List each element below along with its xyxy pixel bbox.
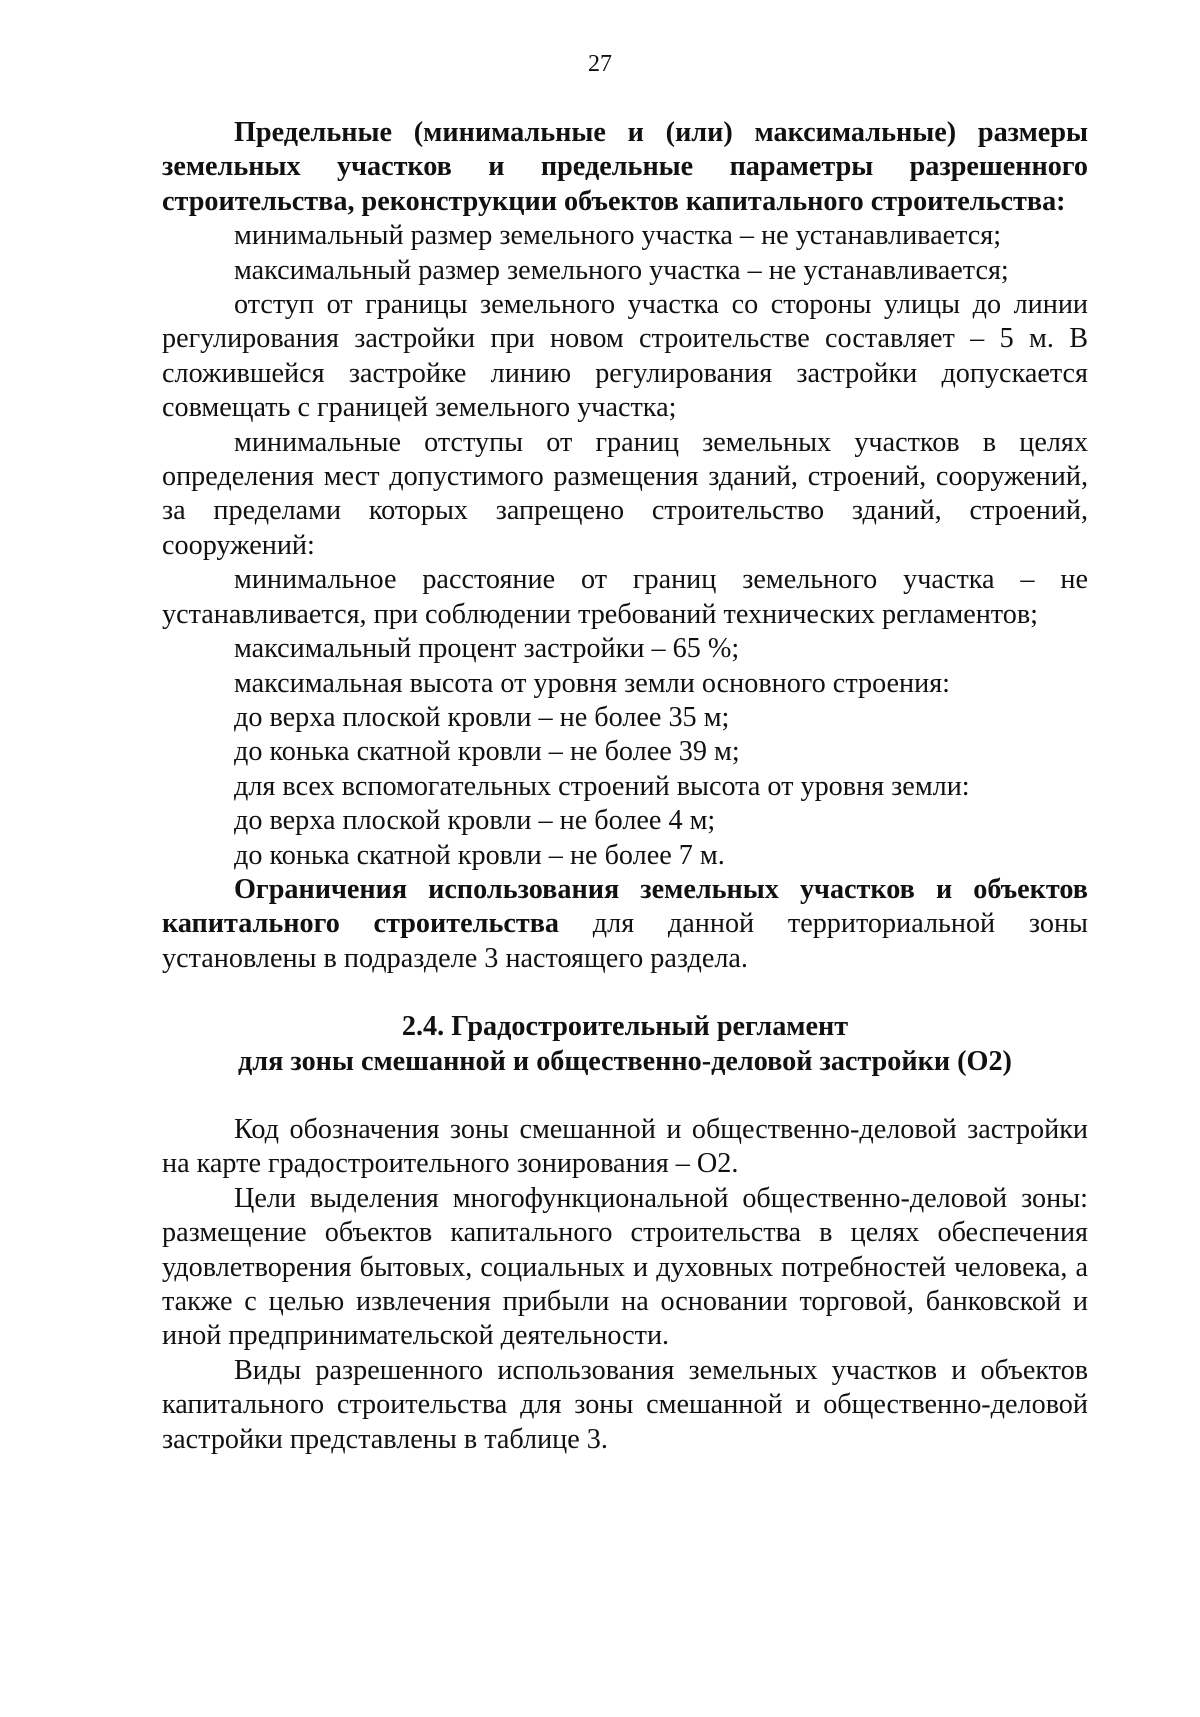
zone-uses-paragraph: Виды разрешенного использования земельных участков и объектов капитального строительства для зоны смешанной и общественно-деловой застройки представлены в таблице 3. (162, 1354, 1088, 1455)
zone-goals-paragraph: Цели выделения многофункциональной общественно-деловой зоны: размещение объектов капитального строительства в целях обеспечения удовлетворения бытовых, социальных и духовных потребностей человека, а также с целью извлечения прибыли на основании торговой, банковской и иной предпринимательской деятельности. (162, 1182, 1088, 1352)
restrictions-paragraph (162, 873, 1088, 976)
limit-item-pitched-roof-aux: до конька скатной кровли – не более 7 м. (234, 839, 725, 871)
page-number: 27 (588, 51, 612, 77)
limit-item-aux-height: для всех вспомогательных строений высота от уровня земли: (234, 770, 970, 802)
document-body (162, 116, 1088, 1457)
limit-item-max-coverage: максимальный процент застройки – 65 %; (234, 633, 740, 665)
section-heading-line2: для зоны смешанной и общественно-деловой застройки (О2) (238, 1045, 1012, 1077)
limit-item-min-size: минимальный размер земельного участка – не устанавливается; (234, 220, 1002, 252)
limit-item-min-distance: минимальное расстояние от границ земельного участка – не устанавливается, при соблюдении требований технических регламентов; (162, 564, 1088, 630)
limit-item-flat-roof-aux: до верха плоской кровли – не более 4 м; (234, 805, 716, 837)
zone-code-paragraph: Код обозначения зоны смешанной и общественно-деловой застройки на карте градостроительного зонирования – О2. (162, 1113, 1088, 1180)
restrictions-bold: Ограничения использования земельных участков и объектов капитального строительства (162, 873, 1088, 940)
limit-item-flat-roof-main: до верха плоской кровли – не более 35 м; (234, 701, 730, 733)
limits-heading: Предельные (минимальные и (или) максимальные) размеры земельных участков и предельные параметры разрешенного строительства, реконструкции объектов капитального строительства: (162, 117, 1088, 217)
limit-item-max-height-main: максимальная высота от уровня земли основного строения: (234, 667, 950, 699)
limit-item-max-size: максимальный размер земельного участка – не устанавливается; (234, 254, 1009, 286)
limit-item-pitched-roof-main: до конька скатной кровли – не более 39 м; (234, 736, 740, 768)
section-heading-line1: 2.4. Градостроительный регламент (401, 1011, 849, 1043)
limit-item-street-setback: отступ от границы земельного участка со стороны улицы до линии регулирования застройки при новом строительстве составляет – 5 м. В сложившейся застройке линию регулирования застройки допускается совмещать с границей земельного участка; (162, 289, 1088, 424)
limit-item-min-setbacks: минимальные отступы от границ земельных участков в целях определения мест допустимого размещения зданий, строений, сооружений, за пределами которых запрещено строительство зданий, строений, сооружений: (162, 426, 1088, 561)
restrictions-rest: для данной территориальной зоны установлены в подразделе 3 настоящего раздела. (162, 908, 1088, 974)
